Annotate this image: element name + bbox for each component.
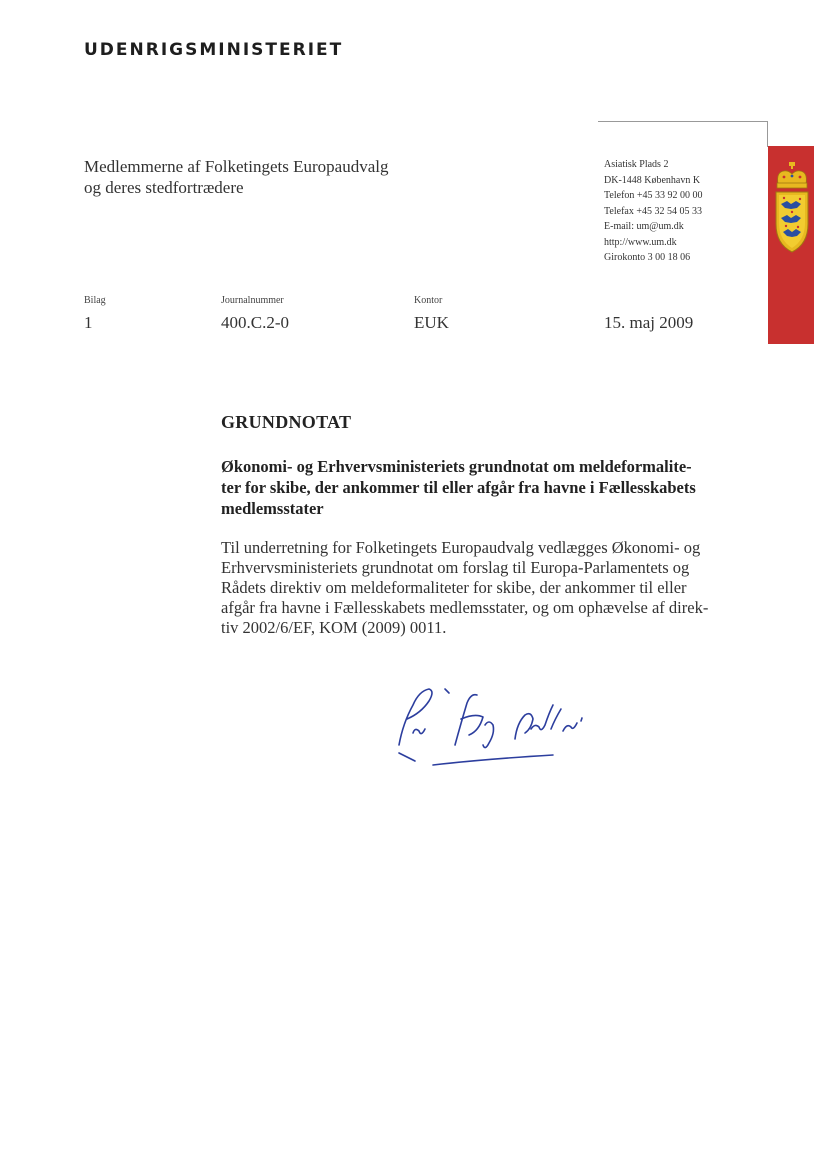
- address-line: http://www.um.dk: [604, 236, 677, 248]
- address-line: DK-1448 København K: [604, 174, 701, 186]
- address-line: Asiatisk Plads 2: [604, 159, 669, 170]
- recipient-block: [84, 156, 389, 198]
- document-date: 15. maj 2009: [604, 313, 694, 332]
- ministry-name: UDENRIGSMINISTERIET: [84, 40, 344, 60]
- bilag-value: 1: [84, 313, 93, 332]
- address-line: Telefon +45 33 92 00 00: [604, 190, 703, 201]
- subject-line: medlemsstater: [221, 499, 324, 518]
- recipient-line-2: og deres stedfortrædere: [84, 178, 244, 197]
- document-body: [221, 538, 746, 638]
- body-line: Til underretning for Folketingets Europaudvalg vedlægges Økonomi- og: [221, 538, 701, 557]
- body-line: tiv 2002/6/EF, KOM (2009) 0011.: [221, 618, 447, 637]
- body-line: afgår fra havne i Fællesskabets medlemsstater, og om ophævelse af direk-: [221, 598, 709, 617]
- document-title: GRUNDNOTAT: [221, 412, 352, 432]
- recipient-line-1: Medlemmerne af Folketingets Europaudvalg: [84, 157, 389, 176]
- journal-label: Journalnummer: [221, 295, 284, 306]
- danish-royal-coat-of-arms-icon: [772, 162, 812, 254]
- body-line: Erhvervsministeriets grundnotat om forslag til Europa-Parlamentets og: [221, 558, 690, 577]
- subject-line: ter for skibe, der ankommer til eller afgår fra havne i Fællesskabets: [221, 478, 696, 497]
- address-line: Girokonto 3 00 18 06: [604, 252, 691, 263]
- journal-value: 400.C.2-0: [221, 313, 289, 332]
- header-divider-vertical: [767, 121, 768, 147]
- bilag-label: Bilag: [84, 295, 106, 306]
- address-line: E-mail: um@um.dk: [604, 221, 684, 232]
- kontor-label: Kontor: [414, 295, 443, 306]
- address-line: Telefax +45 32 54 05 33: [604, 205, 702, 217]
- document-subject: [221, 456, 741, 519]
- body-line: Rådets direktiv om meldeformaliteter for skibe, der ankommer til eller: [221, 578, 687, 597]
- address-block: [604, 157, 703, 266]
- handwritten-signature: [385, 683, 605, 773]
- kontor-value: EUK: [414, 313, 449, 332]
- header-divider: [598, 121, 768, 122]
- subject-line: Økonomi- og Erhvervsministeriets grundnotat om meldeformalite-: [221, 457, 692, 476]
